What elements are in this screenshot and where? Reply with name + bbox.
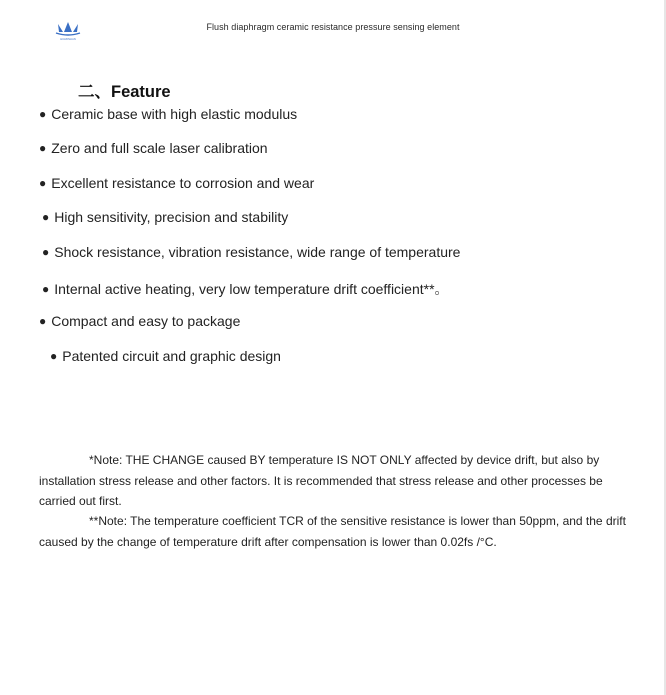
feature-item xyxy=(39,140,268,156)
bullet-icon: ● xyxy=(50,349,58,363)
note-text: **Note: The temperature coefficient TCR of the sensitive resistance is lower than 50ppm, and the drift caused by the change of temperature drift after compensation is lower than 0.02fs /°C. xyxy=(39,514,626,549)
feature-text: Compact and easy to package xyxy=(51,313,241,329)
bullet-icon: ● xyxy=(39,107,47,121)
note-text: *Note: THE CHANGE caused BY temperature IS NOT ONLY affected by device drift, but also by installation stress release and other factors. It is recommended that stress release and other processes be carried out first. xyxy=(39,453,603,508)
bullet-icon: ● xyxy=(39,141,47,155)
bullet-icon: ● xyxy=(42,282,50,296)
logo-wordmark: HUAXINLIAN xyxy=(60,38,76,41)
section-title: 二、Feature xyxy=(78,83,171,101)
feature-text: High sensitivity, precision and stability xyxy=(54,209,289,225)
feature-item xyxy=(39,313,240,329)
note-paragraph xyxy=(39,511,635,552)
feature-text: Patented circuit and graphic design xyxy=(62,348,281,364)
bullet-icon: ● xyxy=(42,245,50,259)
feature-text: Zero and full scale laser calibration xyxy=(51,140,268,156)
document-header: Flush diaphragm ceramic resistance pressure sensing element xyxy=(206,22,460,32)
feature-item xyxy=(39,106,297,122)
feature-item xyxy=(42,244,460,260)
bullet-icon: ● xyxy=(39,314,47,328)
bullet-icon: ● xyxy=(42,210,50,224)
feature-item xyxy=(42,209,288,225)
feature-item xyxy=(42,279,449,299)
feature-text: Shock resistance, vibration resistance, wide range of temperature xyxy=(54,244,461,260)
feature-text: Internal active heating, very low temperature drift coefficient**。 xyxy=(54,281,449,297)
bullet-icon: ● xyxy=(39,176,47,190)
feature-item xyxy=(50,348,281,364)
feature-text: Excellent resistance to corrosion and wear xyxy=(51,175,315,191)
feature-item xyxy=(39,175,314,191)
note-paragraph xyxy=(39,450,635,512)
feature-text: Ceramic base with high elastic modulus xyxy=(51,106,298,122)
